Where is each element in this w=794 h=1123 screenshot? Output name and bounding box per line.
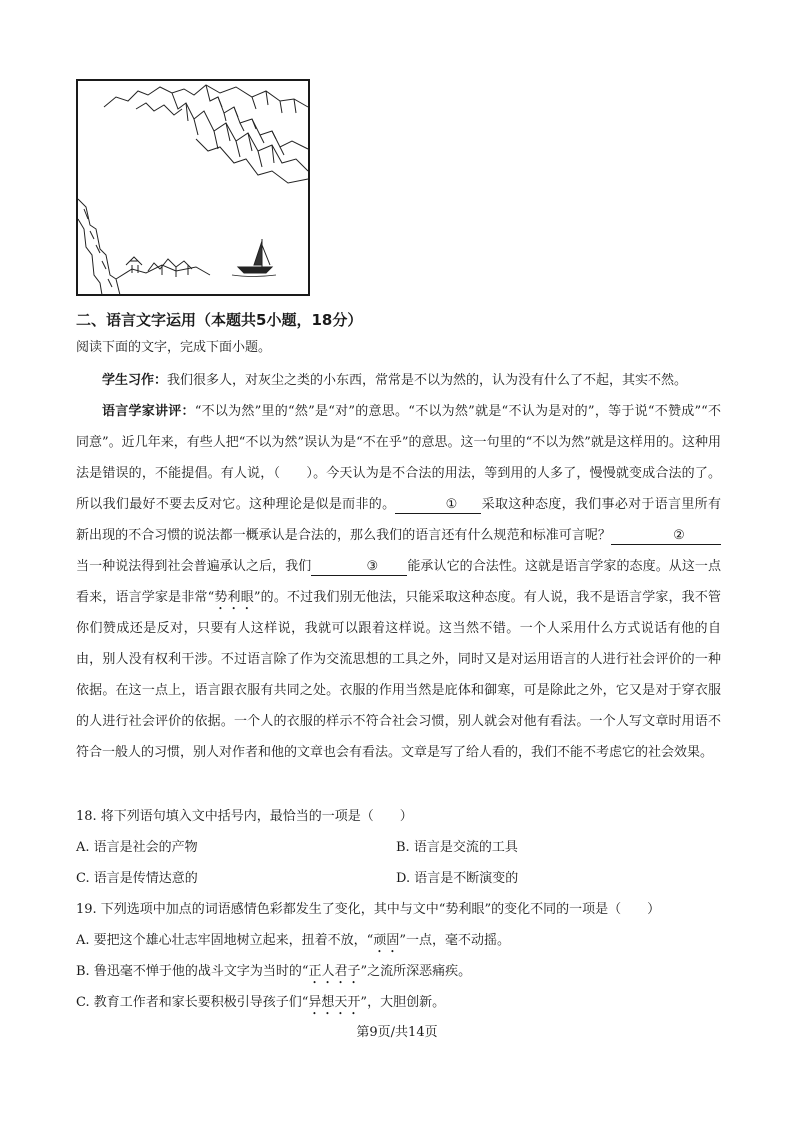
q19-c-pre: C. 教育工作者和家长要积极引导孩子们“ [76, 995, 309, 1010]
q19-b-dotted-word: 正人君子 [308, 964, 361, 979]
expert-text-1: “不以为然”里的“然”是“对”的意思。“不以为然”就是“不认为是对的”，等于说“不赞成”“不同意”。近几年来，有些人把“不以为然”误认为是“不在乎”的意思。这一句里的“不以为然”就是这样用的。这种用法是错误的，不能提倡。有人说，（ ）。今天认为是不合法的用法，等到用的人多了，慢慢就变成合法的了。所以我们最好不要去反对它。这种理论是似是而非的。 [76, 404, 721, 512]
q19-option-a [76, 929, 510, 956]
q18-option-d: D. 语言是不断演变的 [396, 871, 519, 886]
q18-option-c: C. 语言是传情达意的 [76, 871, 198, 886]
blank-3: ③ [311, 559, 407, 576]
blank-2: ② [611, 528, 721, 545]
q18-option-b: B. 语言是交流的工具 [396, 840, 518, 855]
q19-c-dotted-word: 异想天开 [308, 995, 361, 1010]
expert-text-2: 采取这种态度，我们事必对于语言里所有新出现的不合习惯的说法都一概承认是合法的，那么我们的语言还有什么规范和标准可言呢？ [76, 497, 721, 543]
q18-option-a: A. 语言是社会的产物 [76, 840, 198, 855]
blank-1: ① [395, 497, 481, 514]
q19-a-pre: A. 要把这个雄心壮志牢固地树立起来，扭着不放，“ [76, 933, 374, 948]
section-title: 二、语言文字运用（本题共5小题，18分） [76, 311, 363, 329]
q19-b-pre: B. 鲁迅毫不惮于他的战斗文字为当时的“ [76, 964, 309, 979]
intro-text: 阅读下面的文字，完成下面小题。 [76, 340, 272, 355]
student-label: 学生习作： [102, 373, 168, 388]
reading-passage [76, 365, 721, 768]
landscape-illustration [76, 79, 310, 296]
expert-paragraph [76, 396, 721, 768]
q19-option-c [76, 991, 445, 1018]
question-18-stem: 18. 将下列语句填入文中括号内，最恰当的一项是（ ） [76, 809, 413, 824]
dotted-word: 势利眼 [214, 590, 254, 605]
question-19-stem: 19. 下列选项中加点的词语感情色彩都发生了变化，其中与文中“势利眼”的变化不同的一项是（ ） [76, 902, 661, 917]
expert-text-3: 当一种说法得到社会普遍承认之后，我们 [76, 559, 312, 574]
expert-text-4: 能承认它的合法性。这就是语言学家的态度。从这一点看来，语言学家是非常“ [76, 559, 721, 605]
q19-b-post: ”之流所深恶痛疾。 [360, 964, 472, 979]
expert-text-5: ”的。不过我们别无他法，只能采取这种态度。有人说，我不是语言学家，我不管你们赞成还是反对，只要有人这样说，我就可以跟着这样说。这当然不错。一个人采用什么方式说话有他的自由，别人没有权利干涉。不过语言除了作为交流思想的工具之外，同时又是对运用语言的人进行社会评价的一种依据。在这一点上，语言跟衣服有共同之处。衣服的作用当然是庇体和御寒，可是除此之外，它又是对于穿衣服的人进行社会评价的依据。一个人的衣服的样示不符合社会习惯，别人就会对他有看法。一个人写文章时用语不符合一般人的习惯，别人对作者和他的文章也会有看法。文章是写了给人看的，我们不能不考虑它的社会效果。 [76, 590, 721, 760]
student-paragraph [76, 365, 721, 396]
q19-c-post: ”，大胆创新。 [360, 995, 446, 1010]
student-text: 我们很多人，对灰尘之类的小东西，常常是不以为然的，认为没有什么了不起，其实不然。 [167, 373, 688, 388]
q19-a-dotted-word: 顽固 [373, 933, 400, 948]
expert-label: 语言学家讲评： [102, 404, 195, 419]
q19-a-post: ”一点，毫不动摇。 [399, 933, 510, 948]
q19-option-b [76, 960, 471, 987]
page-footer: 第9页/共14页 [356, 1025, 438, 1040]
